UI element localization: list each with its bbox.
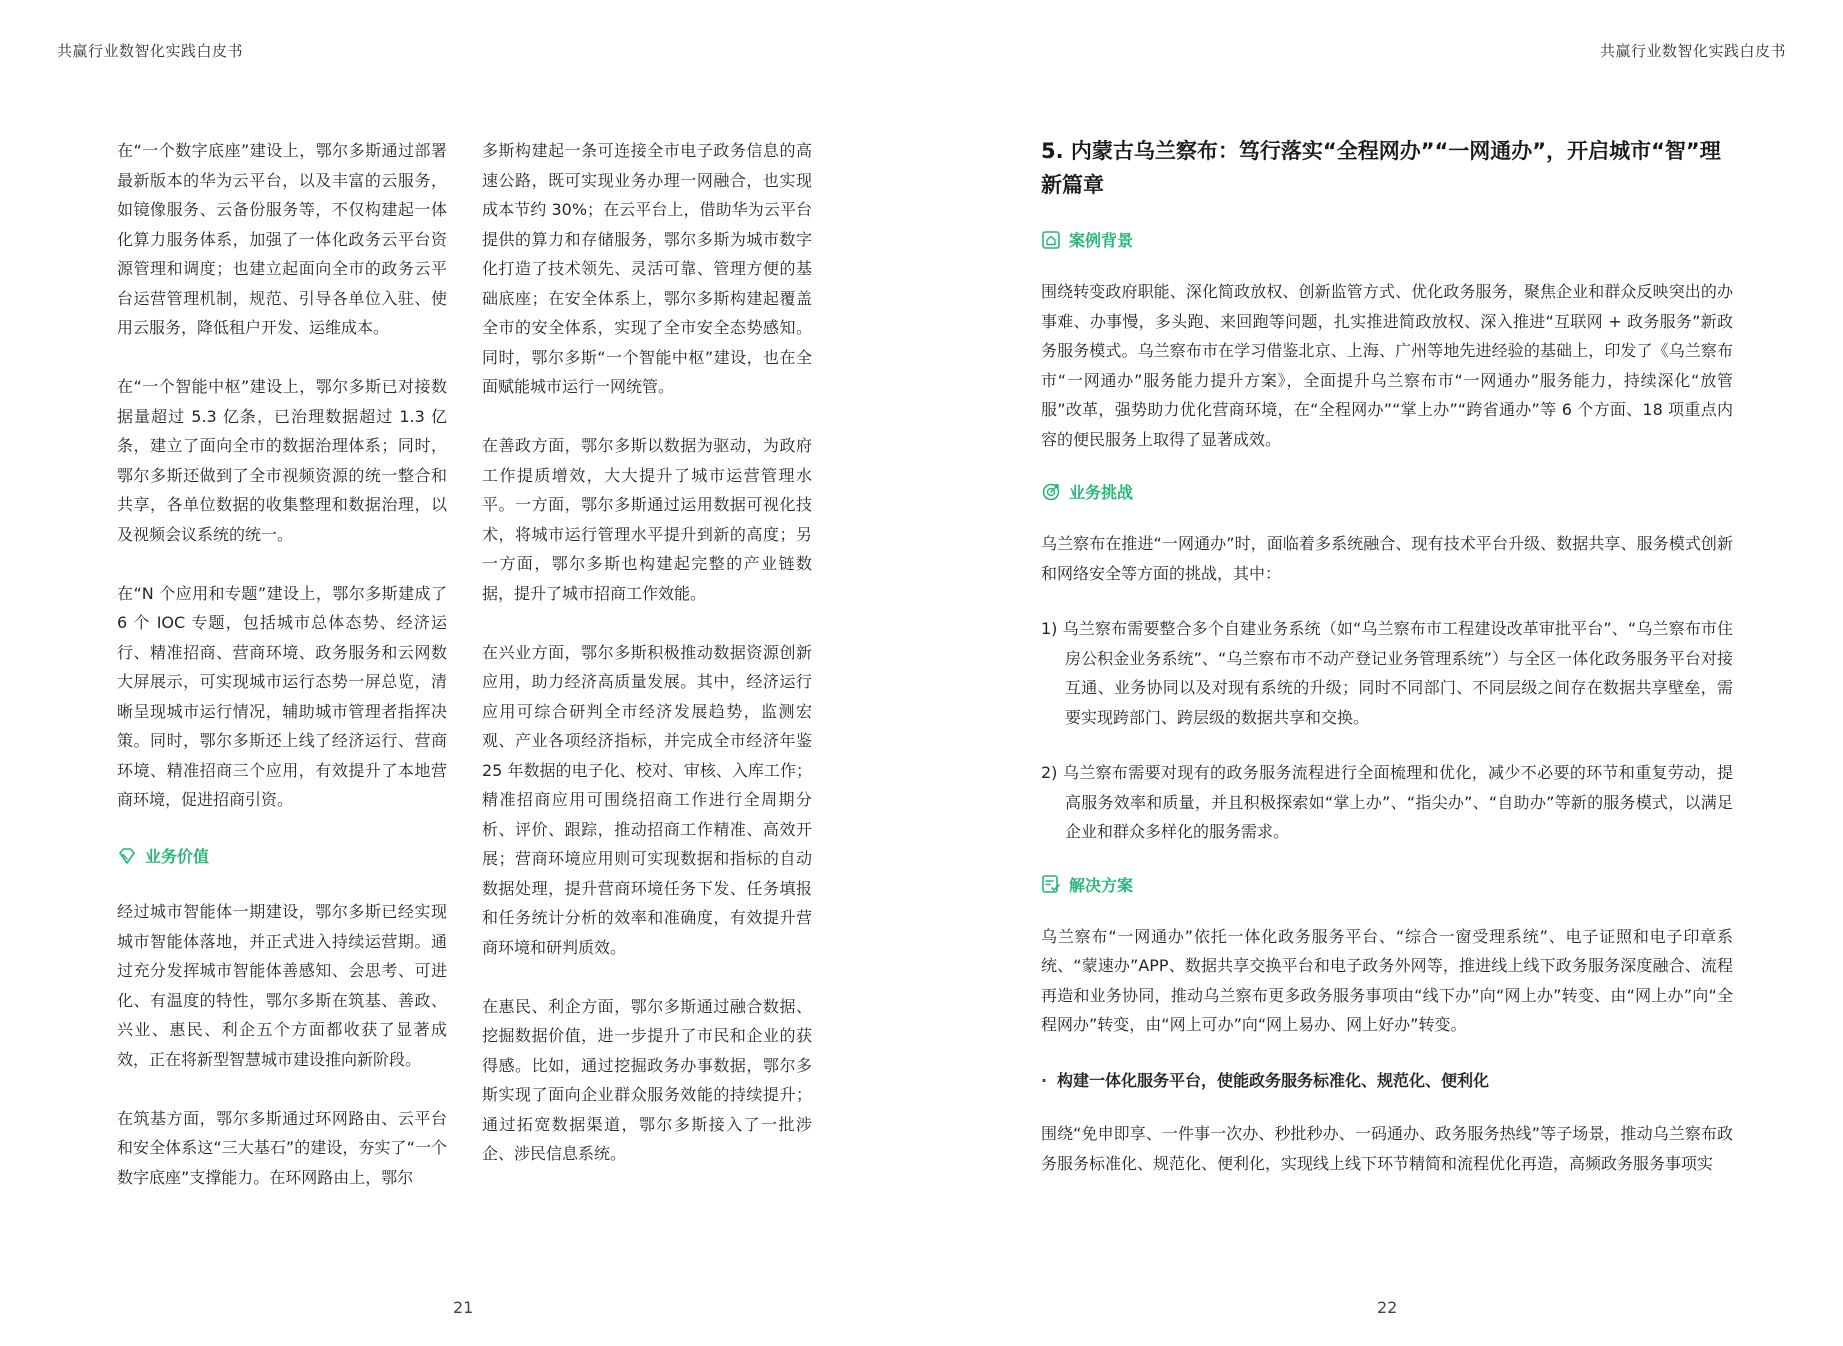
paragraph: 在筑基方面，鄂尔多斯通过环网路由、云平台和安全体系这“三大基石”的建设，夯实了“一个数字底座”支撑能力。在环网路由上，鄂尔 xyxy=(117,1108,447,1187)
section-heading-label: 业务挑战 xyxy=(1069,483,1134,502)
checklist-icon xyxy=(1041,874,1061,894)
numbered-item xyxy=(1041,614,1733,732)
paragraph: 在“N 个应用和专题”建设上，鄂尔多斯建成了 6 个 IOC 专题，包括城市总体态势、经济运行、精准招商、营商环境、政务服务和云网数大屏展示，可实现城市运行态势一屏总览，清晰呈现城市运行情况，辅助城市管理者指挥决策。同时，鄂尔多斯还上线了经济运行、营商环境、精准招商三个应用，有效提升了本地营商环境，促进招商引资。 xyxy=(117,583,447,809)
paragraph: 在“一个智能中枢”建设上，鄂尔多斯已对接数据量超过 5.3 亿条，已治理数据超过 1.3 亿条，建立了面向全市的数据治理体系；同时，鄂尔多斯还做到了全市视频资源的统一整合和共享，各单位数据的收集整理和数据治理，以及视频会议系统的统一。 xyxy=(117,377,447,544)
paragraph: 多斯构建起一条可连接全市电子政务信息的高速公路，既可实现业务办理一网融合，也实现成本节约 30%；在云平台上，借助华为云平台提供的算力和存储服务，鄂尔多斯为城市数字化打造了技术领先、灵活可靠、管理方便的基础底座；在安全体系上，鄂尔多斯构建起覆盖全市的安全体系，实现了全市安全态势感知。同时，鄂尔多斯“一个智能中枢”建设，也在全面赋能城市运行一网统管。 xyxy=(482,141,812,396)
section-heading-challenge xyxy=(1041,480,1733,503)
house-icon xyxy=(1041,230,1061,250)
target-icon xyxy=(1041,482,1061,502)
section-heading-value xyxy=(117,844,447,867)
bullet-heading-text: 构建一体化服务平台，使能政务服务标准化、规范化、便利化 xyxy=(1057,1070,1490,1090)
paragraph: 在惠民、利企方面，鄂尔多斯通过融合数据、挖掘数据价值，进一步提升了市民和企业的获得感。比如，通过挖掘政务办事数据，鄂尔多斯实现了面向企业群众服务效能的持续提升；通过拓宽数据渠道，鄂尔多斯接入了一批涉企、涉民信息系统。 xyxy=(482,996,812,1163)
paragraph: 在善政方面，鄂尔多斯以数据为驱动，为政府工作提质增效，大大提升了城市运营管理水平。一方面，鄂尔多斯通过运用数据可视化技术，将城市运行管理水平提升到新的高度；另一方面，鄂尔多斯也构建起完整的产业链数据，提升了城市招商工作效能。 xyxy=(482,436,812,603)
paragraph: 在“一个数字底座”建设上，鄂尔多斯通过部署最新版本的华为云平台，以及丰富的云服务，如镜像服务、云备份服务等，不仅构建起一体化算力服务体系，加强了一体化政务云平台资源管理和调度；也建立起面向全市的政务云平台运营管理机制，规范、引导各单位入驻、使用云服务，降低租户开发、运维成本。 xyxy=(117,141,447,337)
left-page-column-1 xyxy=(117,136,447,1222)
paragraph: 围绕转变政府职能、深化简政放权、创新监管方式、优化政务服务，聚焦企业和群众反映突出的办事难、办事慢，多头跑、来回跑等问题，扎实推进简政放权、深入推进“互联网 + 政务服务”新政务服务模式。乌兰察布市在学习借鉴北京、上海、广州等地先进经验的基础上，印发了《乌兰察布市“一网通办”服务能力提升方案》，全面提升乌兰察布市“一网通办”服务能力，持续深化“放管服”改革，强势助力优化营商环境，在“全程网办”“掌上办”“跨省通办”等 6 个方面、18 项重点内容的便民服务上取得了显著成效。 xyxy=(1041,282,1733,449)
running-head-right: 共赢行业数智化实践白皮书 xyxy=(1599,42,1786,60)
numbered-item xyxy=(1041,758,1733,847)
bullet-heading xyxy=(1041,1066,1733,1096)
right-page-body xyxy=(1041,134,1733,1204)
section-heading-label: 业务价值 xyxy=(145,847,210,866)
paragraph: 乌兰察布“一网通办”依托一体化政务服务平台、“综合一窗受理系统”、电子证照和电子印章系统、“蒙速办”APP、数据共享交换平台和电子政务外网等，推进线上线下政务服务深度融合、流程再造和业务协同，推动乌兰察布更多政务服务事项由“线下办”向“网上办”转变、由“网上办”向“全程网办”转变，由“网上可办”向“网上易办、网上好办”转变。 xyxy=(1041,926,1733,1034)
left-page-column-2 xyxy=(482,136,812,1198)
numbered-item-text: 1) 乌兰察布需要整合多个自建业务系统（如“乌兰察布市工程建设改革审批平台”、“乌兰察布市住房公积金业务系统”、“乌兰察布市不动产登记业务管理系统”）与全区一体化政务服务平台对接互通、业务协同以及对现有系统的升级；同时不同部门、不同层级之间存在数据共享壁垒，需要实现跨部门、跨层级的数据共享和交换。 xyxy=(1041,619,1733,727)
case-title: 5. 内蒙古乌兰察布：笃行落实“全程网办”“一网通办”，开启城市“智”理新篇章 xyxy=(1041,139,1721,197)
numbered-item-text: 2) 乌兰察布需要对现有的政务服务流程进行全面梳理和优化，减少不必要的环节和重复劳动，提高服务效率和质量，并且积极探索如“掌上办”、“指尖办”、“自助办”等新的服务模式，以满足企业和群众多样化的服务需求。 xyxy=(1041,763,1733,841)
section-heading-solution xyxy=(1041,873,1733,896)
paragraph: 围绕“免申即享、一件事一次办、秒批秒办、一码通办、政务服务热线”等子场景，推动乌兰察布政务服务标准化、规范化、便利化，实现线上线下环节精简和流程优化再造，高频政务服务事项实 xyxy=(1041,1124,1733,1173)
running-head-left: 共赢行业数智化实践白皮书 xyxy=(57,42,244,60)
section-heading-label: 解决方案 xyxy=(1069,875,1134,895)
paragraph: 在兴业方面，鄂尔多斯积极推动数据资源创新应用，助力经济高质量发展。其中，经济运行应用可综合研判全市经济发展趋势，监测宏观、产业各项经济指标，并完成全市经济年鉴 25 年数据的电子化、校对、审核、入库工作；精准招商应用可围绕招商工作进行全周期分析、评价、跟踪，推动招商工作精准、高效开展；营商环境应用则可实现数据和指标的自动数据处理，提升营商环境任务下发、任务填报和任务统计分析的效率和准确度，有效提升营商环境和研判质效。 xyxy=(482,642,812,957)
diamond-icon xyxy=(117,846,137,866)
paragraph: 乌兰察布在推进“一网通办”时，面临着多系统融合、现有技术平台升级、数据共享、服务模式创新和网络安全等方面的挑战，其中： xyxy=(1041,534,1733,583)
section-heading-background xyxy=(1041,228,1733,251)
page-number-left: 21 xyxy=(453,1298,474,1317)
paragraph: 经过城市智能体一期建设，鄂尔多斯已经实现城市智能体落地，并正式进入持续运营期。通过充分发挥城市智能体善感知、会思考、可进化、有温度的特性，鄂尔多斯在筑基、善政、兴业、惠民、利企五个方面都收获了显著成效，正在将新型智慧城市建设推向新阶段。 xyxy=(117,902,447,1069)
section-heading-label: 案例背景 xyxy=(1069,231,1134,250)
page-number-right: 22 xyxy=(1377,1298,1398,1317)
bullet-dot: · xyxy=(1041,1070,1048,1090)
